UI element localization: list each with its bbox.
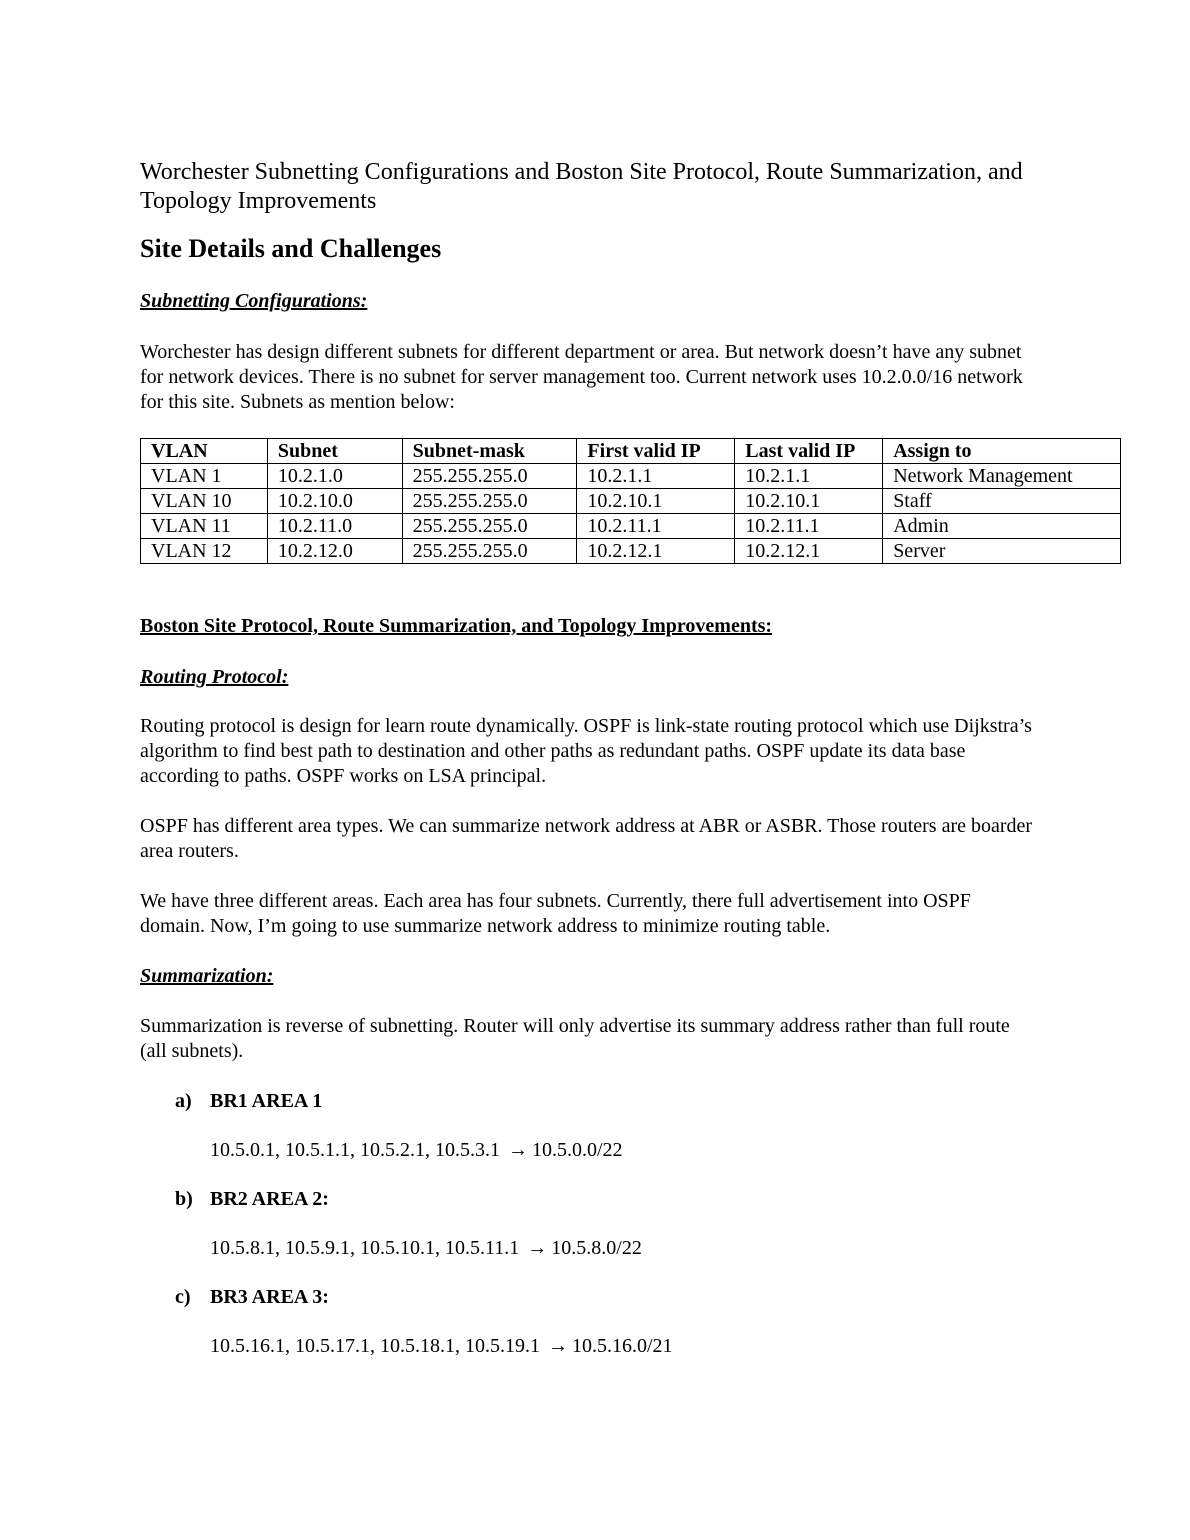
subnet-list: 10.5.16.1, 10.5.17.1, 10.5.18.1, 10.5.19.1 xyxy=(210,1335,540,1357)
subnetting-subheading: Subnetting Configurations: xyxy=(140,290,368,312)
table-cell: 10.2.11.1 xyxy=(577,514,735,539)
summary-address: 10.5.8.0/22 xyxy=(551,1237,642,1259)
table-cell: VLAN 12 xyxy=(141,539,268,564)
document-page xyxy=(140,158,1125,1358)
summarization-subheading: Summarization: xyxy=(140,965,274,987)
column-header: Subnet xyxy=(267,439,402,464)
section-heading: Site Details and Challenges xyxy=(140,234,442,263)
table-cell: VLAN 1 xyxy=(141,464,268,489)
area-label: BR3 AREA 3: xyxy=(210,1286,329,1308)
table-cell: 10.2.11.1 xyxy=(735,514,883,539)
table-cell: 10.2.11.0 xyxy=(267,514,402,539)
table-cell: 255.255.255.0 xyxy=(402,464,577,489)
table-row xyxy=(141,464,1121,489)
list-marker: c) xyxy=(175,1286,191,1308)
document-title: Worchester Subnetting Configurations and Boston Site Protocol, Route Summarization, and Topology Improvements xyxy=(140,159,1023,214)
list-marker: a) xyxy=(175,1090,192,1112)
routing-paragraph-3: We have three different areas. Each area has four subnets. Currently, there full advertisement into OSPF domain. Now, I’m going to use summarize network address to minimize routing table. xyxy=(140,890,971,937)
column-header: Last valid IP xyxy=(735,439,883,464)
column-header: Assign to xyxy=(883,439,1121,464)
table-cell: 10.2.12.1 xyxy=(577,539,735,564)
arrow-right-icon: → xyxy=(527,1237,548,1259)
table-row xyxy=(141,489,1121,514)
list-item-area-2 xyxy=(140,1187,1125,1211)
table-cell: 10.2.10.1 xyxy=(577,489,735,514)
column-header: VLAN xyxy=(141,439,268,464)
summary-line-area-3 xyxy=(140,1334,1125,1358)
routing-paragraph-1: Routing protocol is design for learn route dynamically. OSPF is link-state routing protocol which use Dijkstra’s algorithm to find best path to destination and other paths as redundant paths. OSPF update its data base according to paths. OSPF works on LSA principal. xyxy=(140,715,1032,787)
table-cell: Server xyxy=(883,539,1121,564)
subnet-list: 10.5.8.1, 10.5.9.1, 10.5.10.1, 10.5.11.1 xyxy=(210,1237,520,1259)
routing-paragraph-2: OSPF has different area types. We can summarize network address at ABR or ASBR. Those routers are boarder area routers. xyxy=(140,815,1033,862)
summary-address: 10.5.0.0/22 xyxy=(532,1139,623,1161)
list-item-area-3 xyxy=(140,1285,1125,1309)
table-cell: 10.2.10.0 xyxy=(267,489,402,514)
table-cell: 10.2.1.0 xyxy=(267,464,402,489)
summary-line-area-2 xyxy=(140,1236,1125,1260)
summary-address: 10.5.16.0/21 xyxy=(572,1335,673,1357)
table-cell: 10.2.10.1 xyxy=(735,489,883,514)
table-cell: 10.2.1.1 xyxy=(735,464,883,489)
area-label: BR2 AREA 2: xyxy=(210,1188,329,1210)
table-cell: 10.2.12.0 xyxy=(267,539,402,564)
subnetting-paragraph: Worchester has design different subnets for different department or area. But network doesn’t have any subnet for network devices. There is no subnet for server management too. Current network uses 10.2.0.0/16 network for this site. Subnets as mention below: xyxy=(140,341,1023,413)
column-header: Subnet-mask xyxy=(402,439,577,464)
table-cell: Staff xyxy=(883,489,1121,514)
summary-line-area-1 xyxy=(140,1138,1125,1162)
table-cell: 255.255.255.0 xyxy=(402,489,577,514)
table-row xyxy=(141,514,1121,539)
table-row xyxy=(141,539,1121,564)
table-cell: VLAN 10 xyxy=(141,489,268,514)
table-cell: 255.255.255.0 xyxy=(402,539,577,564)
table-cell: 10.2.1.1 xyxy=(577,464,735,489)
list-marker: b) xyxy=(175,1188,193,1210)
routing-protocol-subheading: Routing Protocol: xyxy=(140,666,289,688)
summarization-paragraph: Summarization is reverse of subnetting. Router will only advertise its summary address rather than full route (all subnets). xyxy=(140,1015,1010,1062)
boston-subheading: Boston Site Protocol, Route Summarization, and Topology Improvements: xyxy=(140,615,773,637)
column-header: First valid IP xyxy=(577,439,735,464)
vlan-table xyxy=(140,438,1121,564)
table-cell: 10.2.12.1 xyxy=(735,539,883,564)
table-cell: Admin xyxy=(883,514,1121,539)
table-cell: Network Management xyxy=(883,464,1121,489)
area-label: BR1 AREA 1 xyxy=(210,1090,323,1112)
list-item-area-1 xyxy=(140,1089,1125,1113)
table-cell: 255.255.255.0 xyxy=(402,514,577,539)
table-header-row xyxy=(141,439,1121,464)
subnet-list: 10.5.0.1, 10.5.1.1, 10.5.2.1, 10.5.3.1 xyxy=(210,1139,500,1161)
arrow-right-icon: → xyxy=(508,1139,528,1161)
table-cell: VLAN 11 xyxy=(141,514,268,539)
arrow-right-icon: → xyxy=(548,1335,568,1357)
